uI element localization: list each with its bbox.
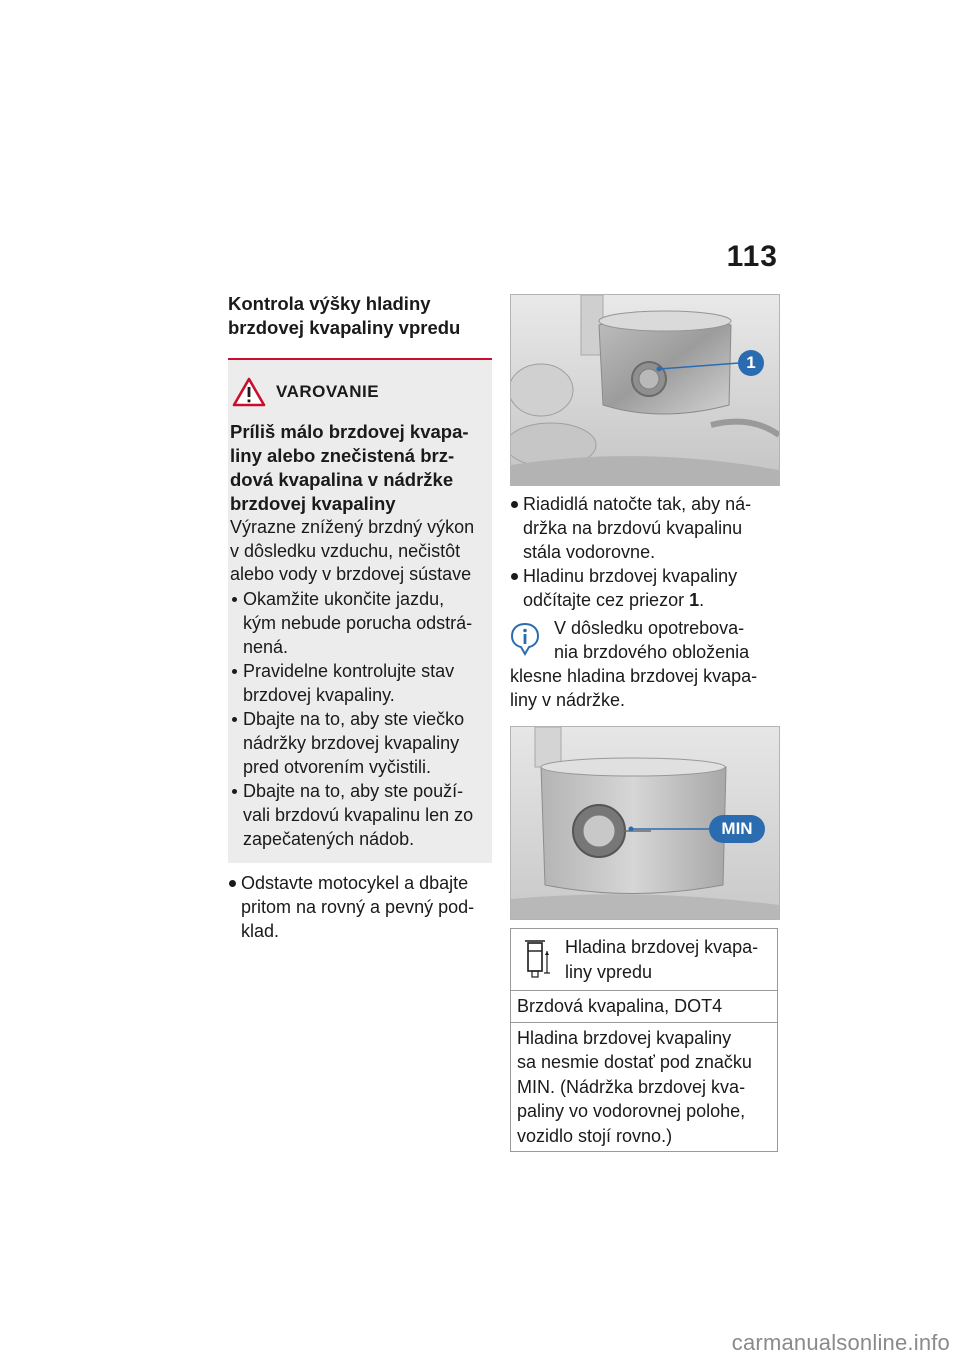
left-column <box>228 292 492 943</box>
table-row <box>511 1022 778 1152</box>
list-item: Okamžite ukončite jazdu, kým nebude porucha odstrá- nená. <box>230 587 482 659</box>
reservoir-photo-1 <box>510 294 780 486</box>
warning-box <box>228 360 492 863</box>
table-cell: Hladina brzdovej kvapaliny sa nesmie dostať pod značku MIN. (Nádržka brzdovej kva- paliny vo vodorovnej polohe, vozidlo stojí rovno.) <box>511 1022 778 1152</box>
list-item: Odstavte motocykel a dbajte pritom na rovný a pevný pod- klad. <box>228 871 492 943</box>
table-row <box>511 991 778 1023</box>
section-heading: Kontrola výšky hladiny brzdovej kvapaliny vpredu <box>228 293 461 338</box>
list-item: Dbajte na to, aby ste viečko nádržky brzdovej kvapaliny pred otvorením vyčistili. <box>230 707 482 779</box>
warning-bullet-list <box>230 587 482 851</box>
spec-table <box>510 928 778 1152</box>
watermark: carmanualsonline.info <box>731 1330 950 1355</box>
table-cell: Brzdová kvapalina, DOT4 <box>511 991 778 1023</box>
warning-subhead: Príliš málo brzdovej kvapa- liny alebo znečistená brz- dová kvapalina v nádržke brzdovej kvapaliny <box>230 421 469 514</box>
callout-reference: 1 <box>689 590 700 610</box>
info-icon <box>510 622 540 656</box>
step-list <box>510 492 780 612</box>
reservoir-illustration <box>511 295 779 485</box>
callout-label-min: MIN <box>721 819 753 838</box>
fluid-level-icon <box>523 937 553 979</box>
reservoir-photo-2 <box>510 726 780 920</box>
warning-title: VAROVANIE <box>276 382 380 401</box>
list-item: Riadidlá natočte tak, aby ná- držka na brzdovú kvapalinu stála vodorovne. <box>510 492 780 564</box>
list-item: Hladinu brzdovej kvapaliny odčítajte cez priezor 1. <box>510 564 780 612</box>
callout-label-1: 1 <box>746 353 756 372</box>
warning-text: Výrazne znížený brzdný výkon v dôsledku vzduchu, nečistôt alebo vody v brzdovej sústave <box>230 517 475 584</box>
warning-triangle-icon <box>232 377 266 407</box>
right-column <box>510 294 780 1152</box>
list-item: Pravidelne kontrolujte stav brzdovej kvapaliny. <box>230 659 482 707</box>
table-row: Hladina brzdovej kvapa- liny vpredu <box>511 929 778 991</box>
info-note: V dôsledku opotrebova- nia brzdového obloženia klesne hladina brzdovej kvapa- liny v nádržke. <box>510 618 758 710</box>
list-item: Dbajte na to, aby ste použí- vali brzdovú kvapalinu len zo zapečatených nádob. <box>230 779 482 851</box>
step-list <box>228 871 492 943</box>
page-number: 113 <box>726 240 778 273</box>
